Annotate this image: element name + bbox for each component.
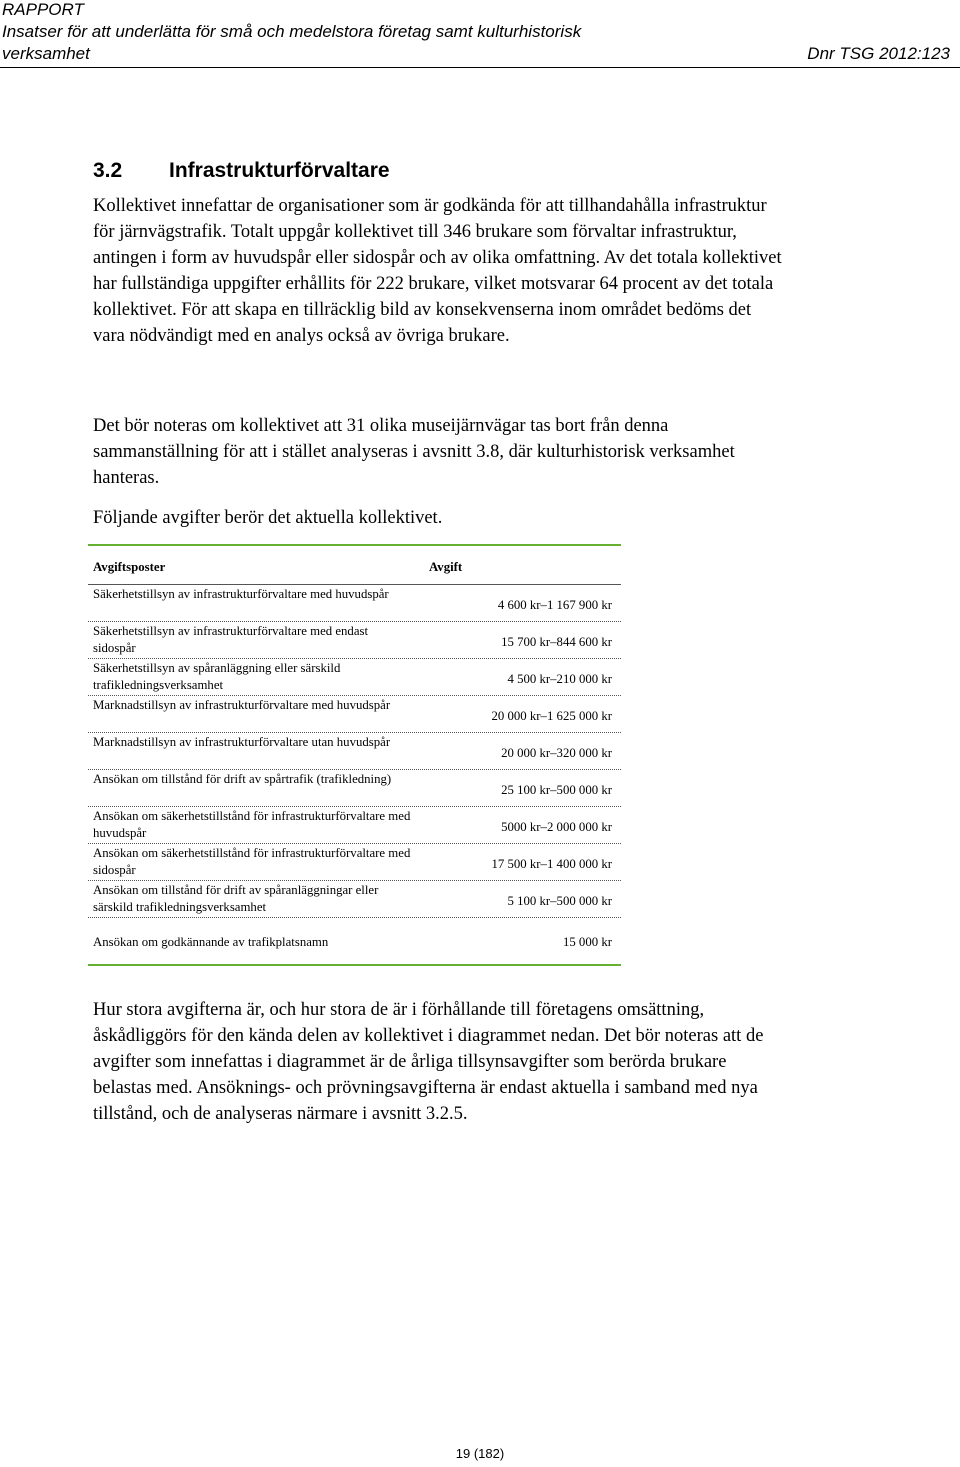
table-row: [88, 733, 621, 770]
paragraph-fees-intro: Följande avgifter berör det aktuella kollektivet.: [93, 508, 443, 528]
fee-item-label: Säkerhetstillsyn av infrastrukturförvaltare med endast sidospår: [93, 624, 369, 655]
fee-item-label: Ansökan om tillstånd för drift av spårtrafik (trafikledning): [93, 772, 392, 786]
section-number: 3.2: [93, 159, 123, 182]
document-number: Dnr TSG 2012:123: [807, 44, 950, 63]
table-row: [88, 770, 621, 807]
fee-value: 4 600 kr–1 167 900 kr: [497, 598, 612, 612]
fee-value: 17 500 kr–1 400 000 kr: [491, 857, 612, 871]
table-row: [88, 696, 621, 733]
fee-value: 20 000 kr–1 625 000 kr: [491, 709, 612, 723]
fee-value: 15 700 kr–844 600 kr: [501, 635, 612, 649]
fee-value: 15 000 kr: [562, 935, 612, 949]
fee-item-label: Ansökan om tillstånd för drift av spåranläggningar eller särskild trafikledningsverksamhet: [93, 883, 379, 914]
header-divider: [0, 67, 960, 68]
table-row: [88, 659, 621, 696]
paragraph-museum-railways: Det bör noteras om kollektivet att 31 olika museijärnvägar tas bort från denna sammanställning för att i stället analyseras i avsnitt 3.8, där kulturhistorisk verksamhet hanteras.: [93, 416, 735, 488]
fee-item-label: Ansökan om säkerhetstillstånd för infrastrukturförvaltare med huvudspår: [93, 809, 411, 840]
fee-value: 4 500 kr–210 000 kr: [507, 672, 612, 686]
section-title: Infrastrukturförvaltare: [169, 159, 390, 182]
paragraph-intro: Kollektivet innefattar de organisationer som är godkända för att tillhandahålla infrastruktur för järnvägstrafik. Totalt uppgår kollektivet till 346 brukare som förvaltar infrastruktur, antingen i form av huvudspår eller sidospår och av olika omfattning. Av det totala kollektivet har fullständiga uppgifter erhållits för 222 brukare, vilket motsvarar 64 procent av det totala kollektivet. För att skapa en tillräcklig bild av konsekvenserna inom området bedöms det vara nödvändigt med en analys också av övriga brukare.: [93, 196, 782, 346]
fee-item-label: Säkerhetstillsyn av infrastrukturförvaltare med huvudspår: [93, 587, 389, 601]
table-bottom-rule: [88, 964, 621, 966]
table-row: [88, 585, 621, 622]
fee-value: 5000 kr–2 000 000 kr: [501, 820, 612, 834]
table-row: [88, 844, 621, 881]
table-header-row: [88, 546, 621, 584]
fee-item-label: Marknadstillsyn av infrastrukturförvaltare med huvudspår: [93, 698, 391, 712]
fee-value: 20 000 kr–320 000 kr: [501, 746, 612, 760]
section-heading: [93, 157, 390, 185]
table-row: [88, 881, 621, 918]
fees-table: [88, 544, 621, 966]
column-header-fee: Avgift: [429, 560, 463, 574]
fee-item-label: Marknadstillsyn av infrastrukturförvaltare utan huvudspår: [93, 735, 391, 749]
fee-item-label: Säkerhetstillsyn av spåranläggning eller särskild trafikledningsverksamhet: [93, 661, 341, 692]
fee-value: 5 100 kr–500 000 kr: [507, 894, 612, 908]
paragraph-diagram-intro: Hur stora avgifterna är, och hur stora de är i förhållande till företagens omsättning, åskådliggörs för den kända delen av kollektivet i diagrammet nedan. Det bör noteras att de avgifter som innefattas i diagrammet är de årliga tillsynsavgifter som berörda brukare belastas med. Ansöknings- och prövningsavgifterna är endast aktuella i samband med nya tillstånd, och de analyseras närmare i avsnitt 3.2.5.: [93, 1000, 764, 1124]
page-number: 19 (182): [455, 1446, 505, 1461]
table-row: [88, 918, 621, 964]
page-header: [0, 0, 960, 70]
fee-value: 25 100 kr–500 000 kr: [501, 783, 612, 797]
table-row: [88, 622, 621, 659]
fee-item-label: Ansökan om godkännande av trafikplatsnamn: [93, 935, 329, 949]
report-label: RAPPORT: [2, 0, 84, 19]
table-row: [88, 807, 621, 844]
report-title-line1: Insatser för att underlätta för små och medelstora företag samt kulturhistorisk: [2, 22, 582, 41]
report-title-line2: verksamhet: [2, 44, 90, 63]
column-header-fee-item: Avgiftsposter: [93, 560, 166, 574]
fee-item-label: Ansökan om säkerhetstillstånd för infrastrukturförvaltare med sidospår: [93, 846, 411, 877]
